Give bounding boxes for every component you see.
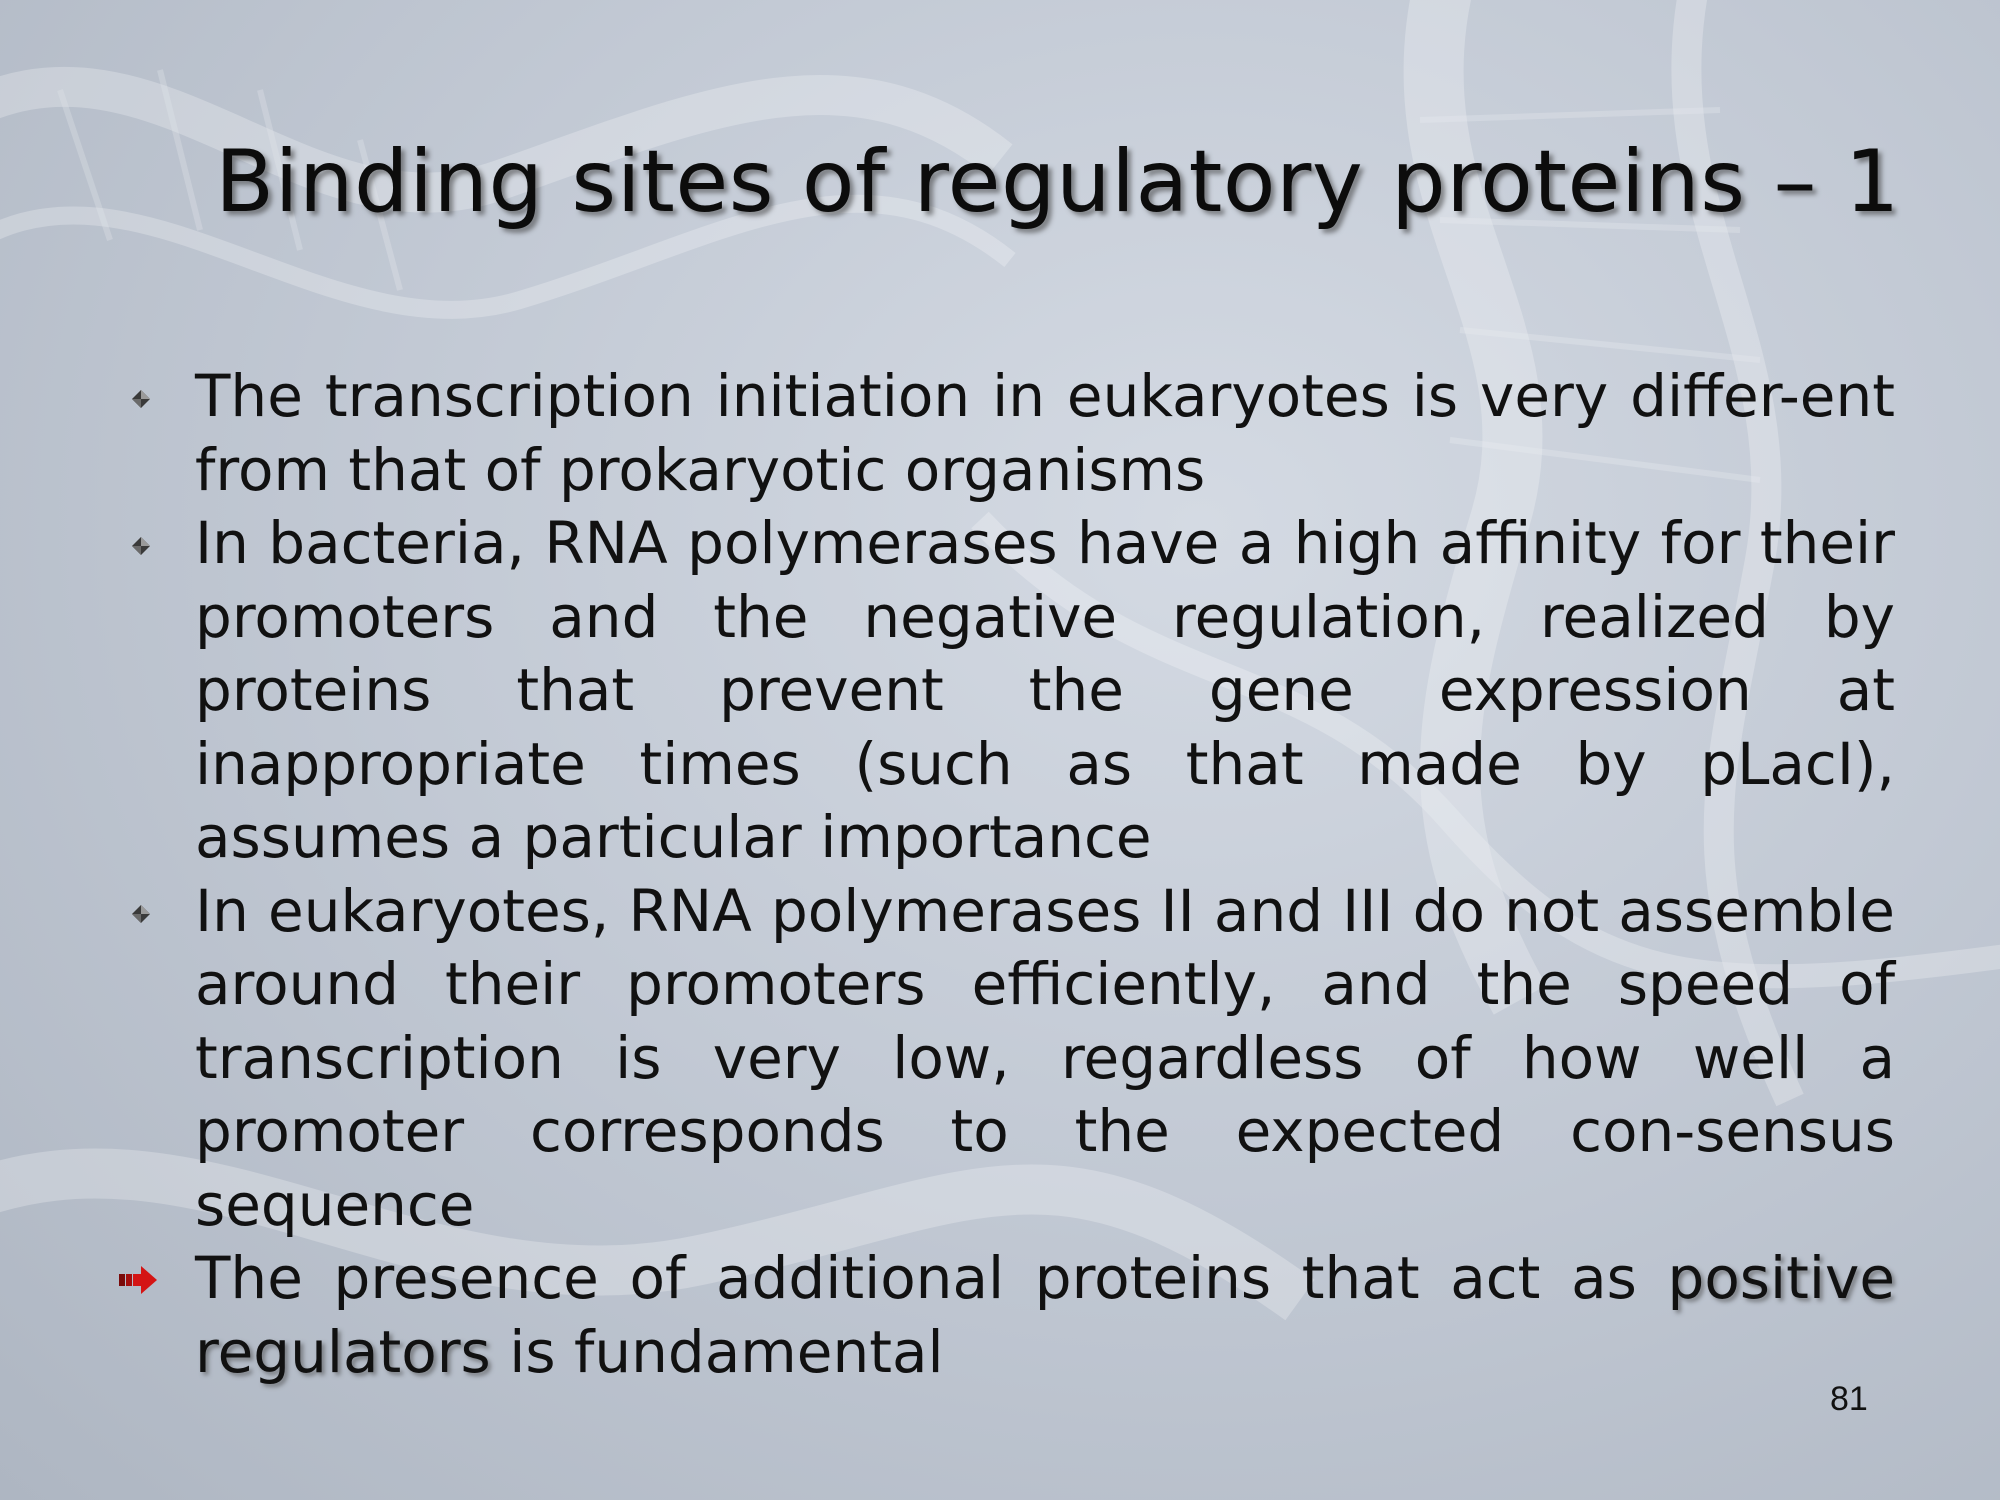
emphasis-positive-regulators: positive regulators [195, 1244, 1895, 1386]
bullet-item [195, 507, 1895, 875]
diamond-bullet-icon [130, 388, 152, 410]
slide-title: Binding sites of regulatory proteins – 1 [215, 132, 1900, 232]
diamond-bullet-icon [130, 903, 152, 925]
bullet-item [195, 360, 1895, 507]
bullet-item [195, 875, 1895, 1243]
bullet-text-after: is fundamental [490, 1317, 944, 1386]
bullet-item [195, 1242, 1895, 1389]
bullet-list [195, 360, 1895, 1389]
bullet-text: In eukaryotes, RNA polymerases II and III do not assemble around their promoters efficiently, and the speed of transcription is very low, regardless of how well a promoter corresponds to the expected con-sensus sequence [195, 876, 1895, 1239]
bullet-text: The transcription initiation in eukaryotes is very differ-ent from that of prokaryotic organisms [195, 362, 1895, 504]
diamond-bullet-icon [130, 535, 152, 557]
page-number: 81 [1830, 1380, 1868, 1418]
bullet-text-before: The presence of additional proteins that act as [195, 1244, 1668, 1312]
red-arrow-icon [117, 1264, 159, 1296]
bullet-text: In bacteria, RNA polymerases have a high affinity for their promoters and the negative regulation, realized by proteins that prevent the gene expression at inappropriate times (such as that made by pLacI), assumes a particular importance [195, 509, 1895, 871]
